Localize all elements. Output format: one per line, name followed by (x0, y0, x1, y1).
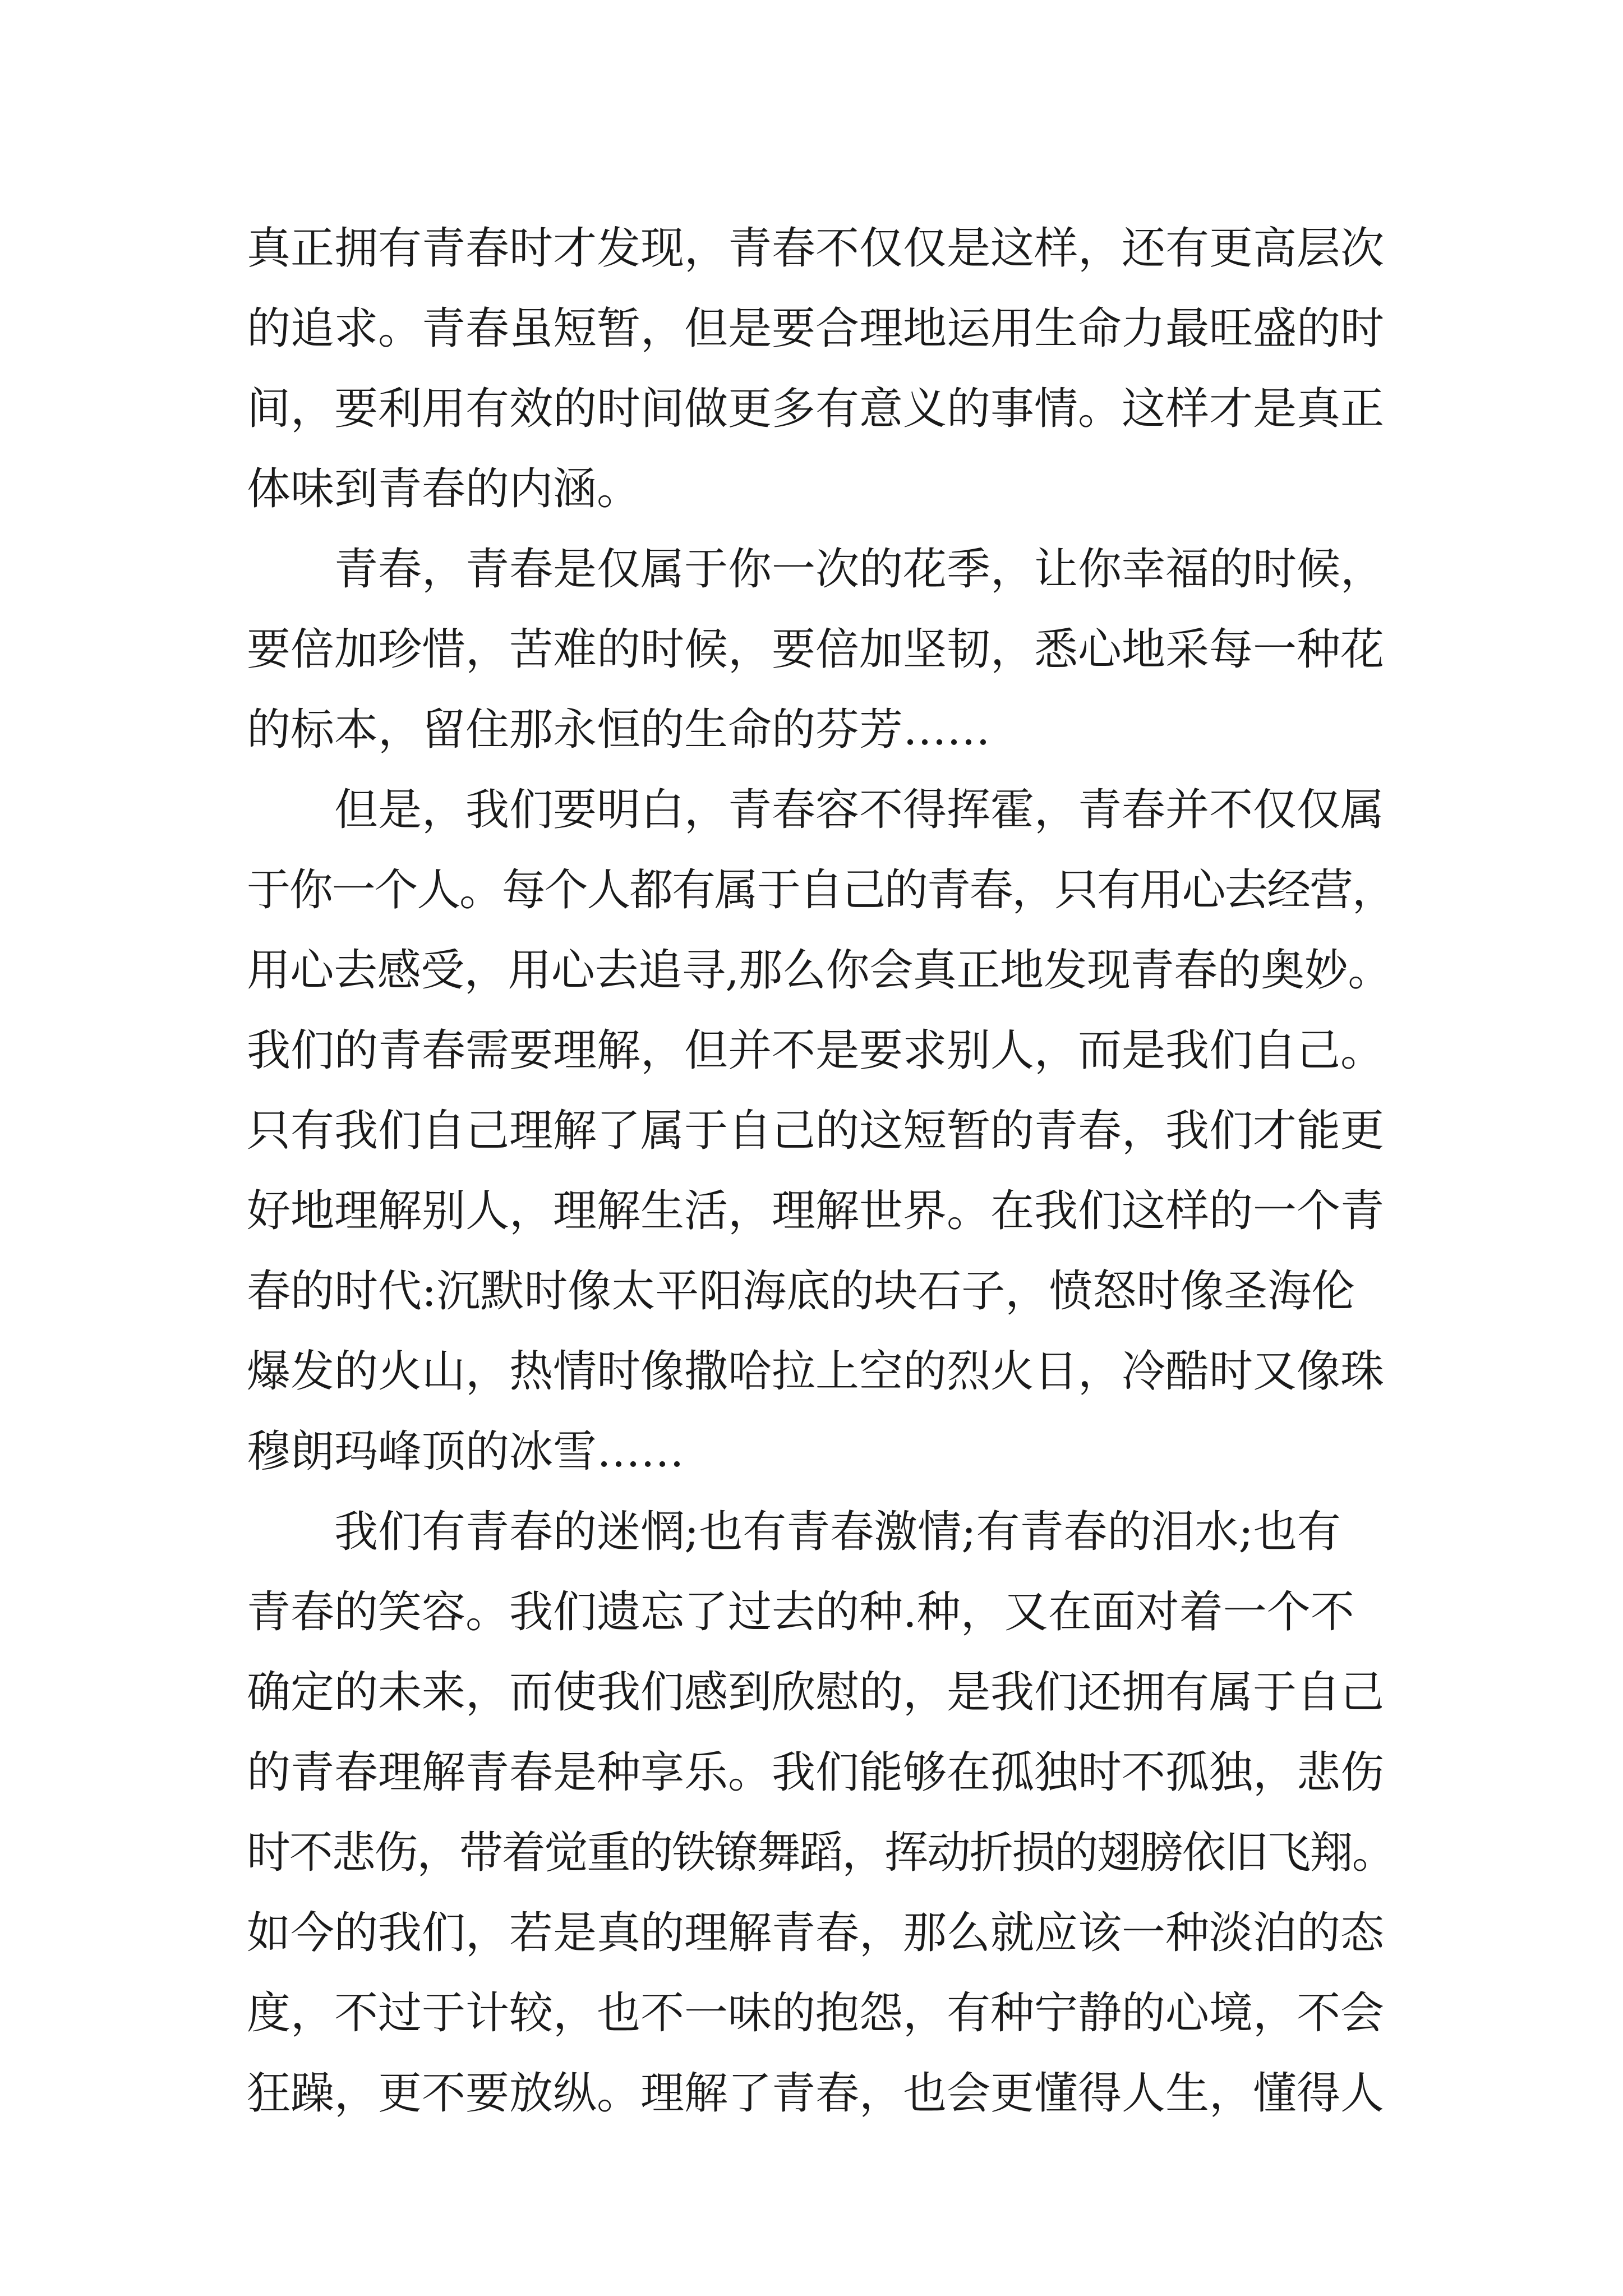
text-line: 间，要利用有效的时间做更多有意义的事情。这样才是真正 (247, 384, 1385, 434)
text-line: 爆发的火山，热情时像撒哈拉上空的烈火日，冷酷时又像珠 (247, 1346, 1385, 1397)
text-line: 度，不过于计较，也不一味的抱怨，有种宁静的心境，不会 (247, 1988, 1385, 2039)
text-line: 真正拥有青春时才发现，青春不仅仅是这样，还有更高层次 (247, 223, 1385, 274)
text-line: 好地理解别人，理解生活，理解世界。在我们这样的一个青 (247, 1186, 1385, 1236)
text-line: 青春的笑容。我们遗忘了过去的种.种，又在面对着一个不 (247, 1587, 1354, 1637)
text-line: 的青春理解青春是种享乐。我们能够在孤独时不孤独，悲伤 (247, 1747, 1385, 1798)
text-line: 青春，青春是仅属于你一次的花季，让你幸福的时候， (334, 544, 1385, 595)
text-line: 狂躁，更不要放纵。理解了青春，也会更懂得人生，懂得人 (247, 2068, 1385, 2119)
text-line: 的标本，留住那永恒的生命的芬芳…… (247, 705, 991, 755)
text-line: 时不悲伤，带着觉重的铁镣舞蹈，挥动折损的翅膀依旧飞翔。 (247, 1828, 1395, 1878)
text-line: 但是，我们要明白，青春容不得挥霍，青春并不仅仅属 (334, 785, 1385, 835)
text-line: 只有我们自己理解了属于自己的这短暂的青春，我们才能更 (247, 1106, 1385, 1156)
text-line: 用心去感受，用心去追寻,那么你会真正地发现青春的奥妙。 (247, 945, 1391, 996)
text-line: 穆朗玛峰顶的冰雪…… (247, 1427, 685, 1477)
text-line: 体味到青春的内涵。 (247, 464, 641, 514)
text-line: 要倍加珍惜，苦难的时候，要倍加坚韧，悉心地采每一种花 (247, 624, 1385, 675)
text-line: 的追求。青春虽短暂，但是要合理地运用生命力最旺盛的时 (247, 303, 1385, 354)
text-line: 于你一个人。每个人都有属于自己的青春，只有用心去经营， (247, 865, 1395, 915)
body-text (247, 209, 1395, 2134)
text-line: 春的时代:沉默时像太平阳海底的块石子，愤怒时像圣海伦 (247, 1266, 1355, 1317)
text-line: 我们的青春需要理解，但并不是要求别人，而是我们自己。 (247, 1025, 1385, 1076)
text-line: 如今的我们，若是真的理解青春，那么就应该一种淡泊的态 (247, 1908, 1385, 1958)
text-line: 我们有青春的迷惘;也有青春激情;有青春的泪水;也有 (334, 1507, 1341, 1557)
text-line: 确定的未来，而使我们感到欣慰的，是我们还拥有属于自己 (247, 1667, 1385, 1718)
